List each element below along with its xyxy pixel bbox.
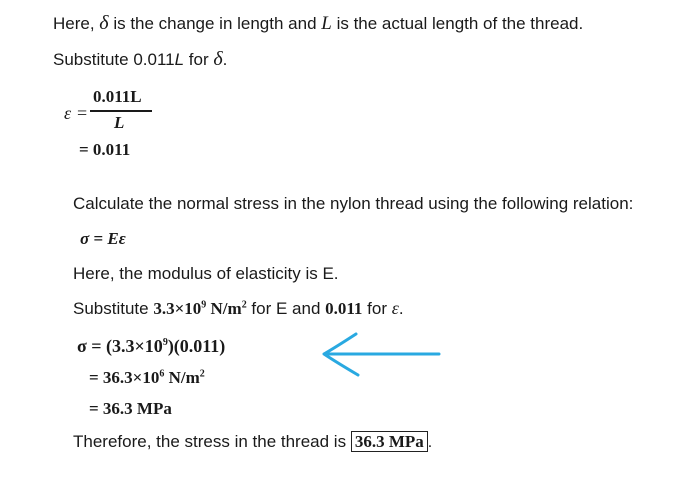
calc-line-3: = 36.3 MPa [89,399,172,418]
stress-relation: σ = Eε [80,229,126,248]
strain-result: = 0.011 [79,140,131,159]
intro-text: for [184,50,214,69]
fraction-bar [90,110,152,112]
delta-symbol: δ [99,12,109,34]
subst-text: for [362,299,392,318]
answer-box: 36.3 MPa [351,431,428,452]
substitute-line [73,298,404,319]
calc-line-1: $\sigma = (3.3\times 10^9)(0.011)$ [77,336,226,356]
subst-text: . [398,299,404,318]
conclusion-text: Therefore, the stress in the thread is [73,432,351,451]
stress-intro: Calculate the normal stress in the nylon thread using the following relation: [73,194,634,213]
intro-text: is the actual length of the thread. [331,14,584,33]
delta-symbol: δ [213,48,223,70]
modulus-value: $3.3\times 10^9$ $N/m^2$ [153,299,247,318]
strain-denominator: L [114,113,125,132]
length-symbol: L [174,50,185,69]
strain-numerator: 0.011L [93,87,142,106]
left-arrow-icon [318,331,443,377]
intro-text: . [222,50,228,69]
intro-text: is the change in length and [108,14,322,33]
calc-line-2: = $36.3\times 10^6$ $N/m^2$ [89,368,205,387]
strain-value: 0.011 [325,299,363,318]
conclusion-line [73,432,432,452]
modulus-text: Here, the modulus of elasticity is E. [73,264,339,283]
epsilon-symbol: ε [391,298,399,318]
intro-line-1 [53,12,583,35]
length-symbol: L [321,13,332,34]
conclusion-end: . [427,434,433,451]
subst-text: for E and [246,299,326,318]
intro-text: Substitute 0.011 [53,50,175,69]
strain-symbol: ε [64,103,72,123]
strain-equals: = [77,103,88,123]
intro-text: Here, [53,14,100,33]
intro-line-2 [53,48,227,71]
subst-text: Substitute [73,299,154,318]
